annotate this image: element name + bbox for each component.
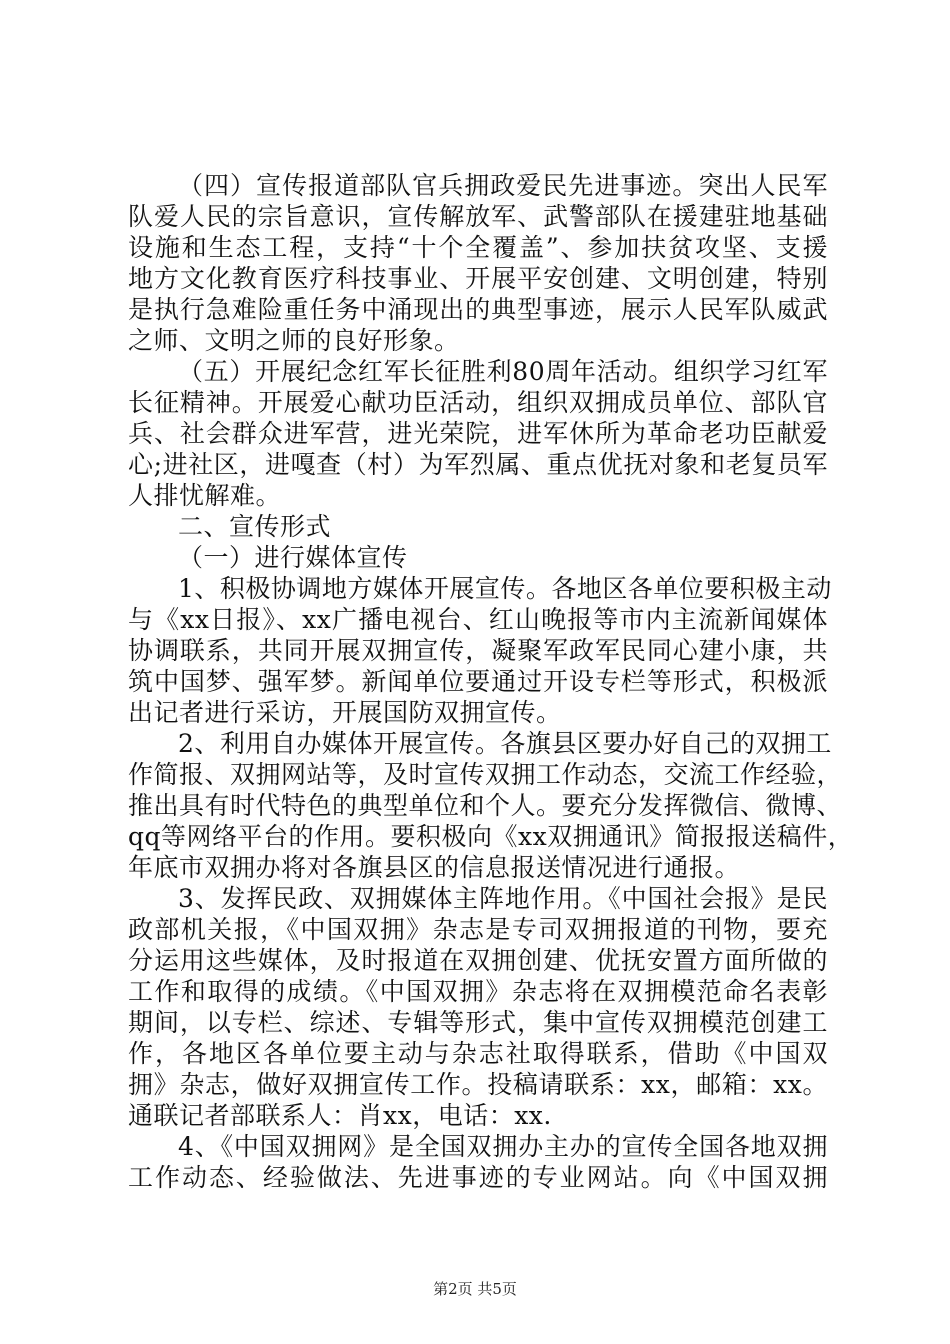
text-line: 推出具有时代特色的典型单位和个人。要充分发挥微信、微博、 xyxy=(128,791,843,820)
text-line: 期间，以专栏、综述、专辑等形式，集中宣传双拥模范创建工 xyxy=(128,1008,828,1037)
text-line: 筑中国梦、强军梦。新闻单位要通过开设专栏等形式，积极派 xyxy=(128,667,828,696)
text-line: 长征精神。开展爱心献功臣活动，组织双拥成员单位、部队官 xyxy=(128,388,828,417)
text-line: 2、利用自办媒体开展宣传。各旗县区要办好自己的双拥工 xyxy=(178,729,832,758)
text-line: 1、积极协调地方媒体开展宣传。各地区各单位要积极主动 xyxy=(178,574,832,603)
text-line: 之师、文明之师的良好形象。 xyxy=(128,326,460,355)
text-line: 4、《中国双拥网》是全国双拥办主办的宣传全国各地双拥 xyxy=(178,1132,828,1161)
text-line: 通联记者部联系人：肖xx，电话：xx. xyxy=(128,1101,552,1130)
text-line: （五）开展纪念红军长征胜利80周年活动。组织学习红军 xyxy=(178,357,828,386)
text-line: （四）宣传报道部队官兵拥政爱民先进事迹。突出人民军 xyxy=(178,171,828,200)
text-line: 心;进社区，进嘎查（村）为军烈属、重点优抚对象和老复员军 xyxy=(128,450,828,479)
text-line: 队爱人民的宗旨意识，宣传解放军、武警部队在援建驻地基础 xyxy=(128,202,828,231)
text-line: 兵、社会群众进军营，进光荣院，进军休所为革命老功臣献爱 xyxy=(128,419,828,448)
text-line: 出记者进行采访，开展国防双拥宣传。 xyxy=(128,698,562,727)
text-line: 工作动态、经验做法、先进事迹的专业网站。向《中国双拥 xyxy=(128,1163,828,1192)
text-line: 作，各地区各单位要主动与杂志社取得联系，借助《中国双 xyxy=(128,1039,828,1068)
document-body xyxy=(128,170,854,1193)
text-line: 是执行急难险重任务中涌现出的典型事迹，展示人民军队威武 xyxy=(128,295,828,324)
text-line: 协调联系，共同开展双拥宣传，凝聚军政军民同心建小康，共 xyxy=(128,636,828,665)
text-line: 设施和生态工程，支持“十个全覆盖”、参加扶贫攻坚、支援 xyxy=(128,233,828,262)
text-line: 分运用这些媒体，及时报道在双拥创建、优抚安置方面所做的 xyxy=(128,946,828,975)
text-line: （一）进行媒体宣传 xyxy=(178,543,408,572)
text-line: 作简报、双拥网站等，及时宣传双拥工作动态，交流工作经验， xyxy=(128,760,843,789)
text-line: 人排忧解难。 xyxy=(128,481,282,510)
text-line: 工作和取得的成绩。《中国双拥》杂志将在双拥模范命名表彰 xyxy=(128,977,828,1006)
text-line: qq等网络平台的作用。要积极向《xx双拥通讯》简报报送稿件， xyxy=(128,822,854,851)
text-line: 年底市双拥办将对各旗县区的信息报送情况进行通报。 xyxy=(128,853,741,882)
text-line: 拥》杂志，做好双拥宣传工作。投稿请联系：xx，邮箱：xx。 xyxy=(128,1070,828,1099)
text-line: 地方文化教育医疗科技事业、开展平安创建、文明创建，特别 xyxy=(128,264,828,293)
text-line: 政部机关报，《中国双拥》杂志是专司双拥报道的刊物，要充 xyxy=(128,915,828,944)
page-footer: 第2页 共5页 xyxy=(433,1280,517,1298)
text-line: 二、宣传形式 xyxy=(178,512,332,541)
text-line: 3、发挥民政、双拥媒体主阵地作用。《中国社会报》是民 xyxy=(178,884,828,913)
text-line: 与《xx日报》、xx广播电视台、红山晚报等市内主流新闻媒体 xyxy=(128,605,828,634)
